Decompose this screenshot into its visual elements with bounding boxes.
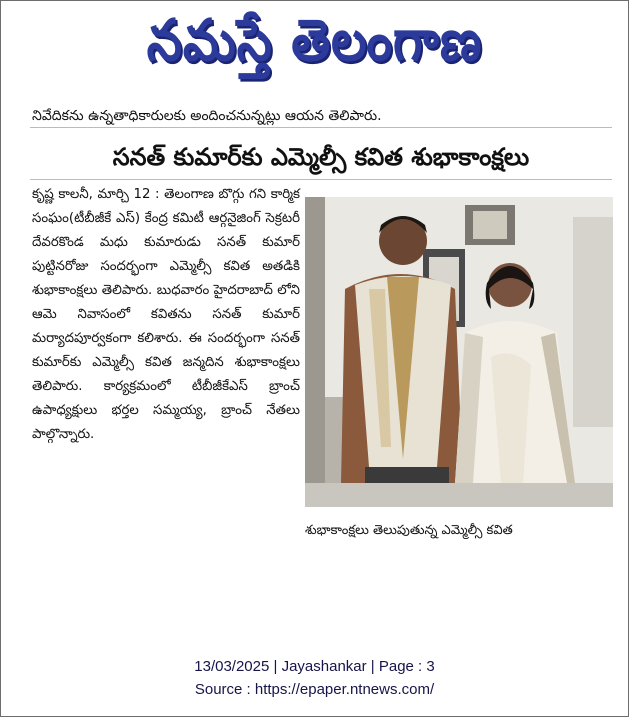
- masthead-title: నమస్తే తెలంగాణ: [146, 6, 483, 74]
- publication-info: 13/03/2025 | Jayashankar | Page : 3: [194, 658, 435, 675]
- article-headline: సనత్ కుమార్‌కు ఎమ్మెల్సీ కవిత శుభాకాంక్షలు: [112, 143, 530, 171]
- divider: [30, 127, 612, 128]
- previous-article-tail: నివేదికను ఉన్నతాధికారులకు అందించనున్నట్లు ఆయన తెలిపారు.: [32, 108, 382, 124]
- news-photo: [305, 197, 613, 507]
- divider: [30, 179, 612, 180]
- source-url: Source : https://epaper.ntnews.com/: [194, 681, 435, 698]
- photo-caption: శుభాకాంక్షలు తెలుపుతున్న ఎమ్మెల్సీ కవిత: [305, 523, 513, 538]
- article-body: కృష్ణ కాలనీ, మార్చి 12 : తెలంగాణ బొగ్గు గని కార్మిక సంఘం(టీబీజీకే ఎస్) కేంద్ర కమిటీ ఆర్గనైజింగ్ సెక్రటరీ దేవరకొండ మధు కుమారుడు సనత్ కుమార్ పుట్టినరోజు సందర్భంగా ఎమ్మెల్సీ కవిత అతడికి శుభాకాంక్షలు తెలిపారు. బుధవారం హైదరాబాద్ లోని ఆమె నివాసంలో కవితను సనత్ కుమార్ మర్యాదపూర్వకంగా కలిశారు. ఈ సందర్భంగా సనత్ కుమార్‌కు ఎమ్మెల్సీ కవిత జన్మదిన శుభాకాంక్షలు తెలిపారు. కార్యక్రమంలో టీబీజీకేఎస్ బ్రాంచ్ ఉపాధ్యక్షులు భర్తల సమ్మయ్య, బ్రాంచ్ నేతలు పాల్గొన్నారు.: [32, 187, 300, 442]
- clipping-footer: [0, 655, 629, 701]
- newspaper-masthead: [0, 6, 629, 78]
